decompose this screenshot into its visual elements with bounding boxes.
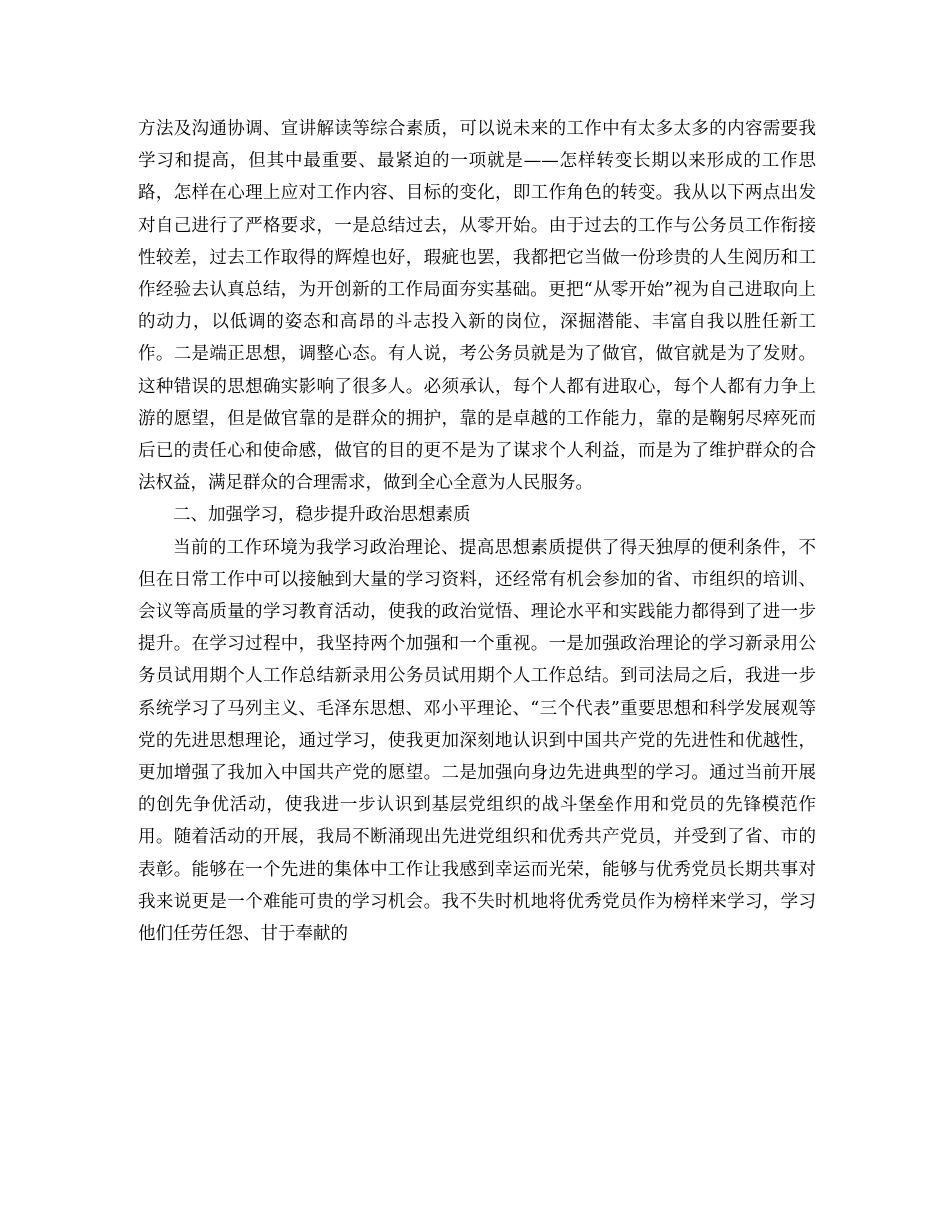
section-heading: 二、加强学习，稳步提升政治思想素质 [173, 505, 471, 526]
paragraph-continued: 方法及沟通协调、宣讲解读等综合素质，可以说未来的工作中有太多太多的内容需要我学习和提高，但其中最重要、最紧迫的一项就是——怎样转变长期以来形成的工作思路，怎样在心理上应对工作内容、目标的变化，即工作角色的转变。我从以下两点出发对自己进行了严格要求，一是总结过去，从零开始。由于过去的工作与公务员工作衔接性较差，过去工作取得的辉煌也好，瑕疵也罢，我都把它当做一份珍贵的人生阅历和工作经验去认真总结，为开创新的工作局面夯实基础。更把“从零开始”视为自己进取向上的动力，以低调的姿态和高昂的斗志投入新的岗位，深掘潜能、丰富自我以胜任新工作。二是端正思想，调整心态。有人说，考公务员就是为了做官，做官就是为了发财。这种错误的思想确实影响了很多人。必须承认，每个人都有进取心，每个人都有力争上游的愿望，但是做官靠的是群众的拥护，靠的是卓越的工作能力，靠的是鞠躬尽瘁死而后已的责任心和使命感，做官的目的更不是为了谋求个人利益，而是为了维护群众的合法权益，满足群众的合理需求，做到全心全意为人民服务。 [138, 119, 816, 494]
document-body [138, 113, 816, 950]
paragraph-body: 当前的工作环境为我学习政治理论、提高思想素质提供了得天独厚的便利条件，不但在日常工作中可以接触到大量的学习资料，还经常有机会参加的省、市组织的培训、会议等高质量的学习教育活动，使我的政治觉悟、理论水平和实践能力都得到了进一步提升。在学习过程中，我坚持两个加强和一个重视。一是加强政治理论的学习新录用公务员试用期个人工作总结新录用公务员试用期个人工作总结。到司法局之后，我进一步系统学习了马列主义、毛泽东思想、邓小平理论、“三个代表”重要思想和科学发展观等党的先进思想理论，通过学习，使我更加深刻地认识到中国共产党的先进性和优越性，更加增强了我加入中国共产党的愿望。二是加强向身边先进典型的学习。通过当前开展的创先争优活动，使我进一步认识到基层党组织的战斗堡垒作用和党员的先锋模范作用。随着活动的开展，我局不断涌现出先进党组织和优秀共产党员，并受到了省、市的表彰。能够在一个先进的集体中工作让我感到幸运而光荣，能够与优秀党员长期共事对我来说更是一个难能可贵的学习机会。我不失时机地将优秀党员作为榜样来学习，学习他们任劳任怨、甘于奉献的 [138, 537, 816, 945]
